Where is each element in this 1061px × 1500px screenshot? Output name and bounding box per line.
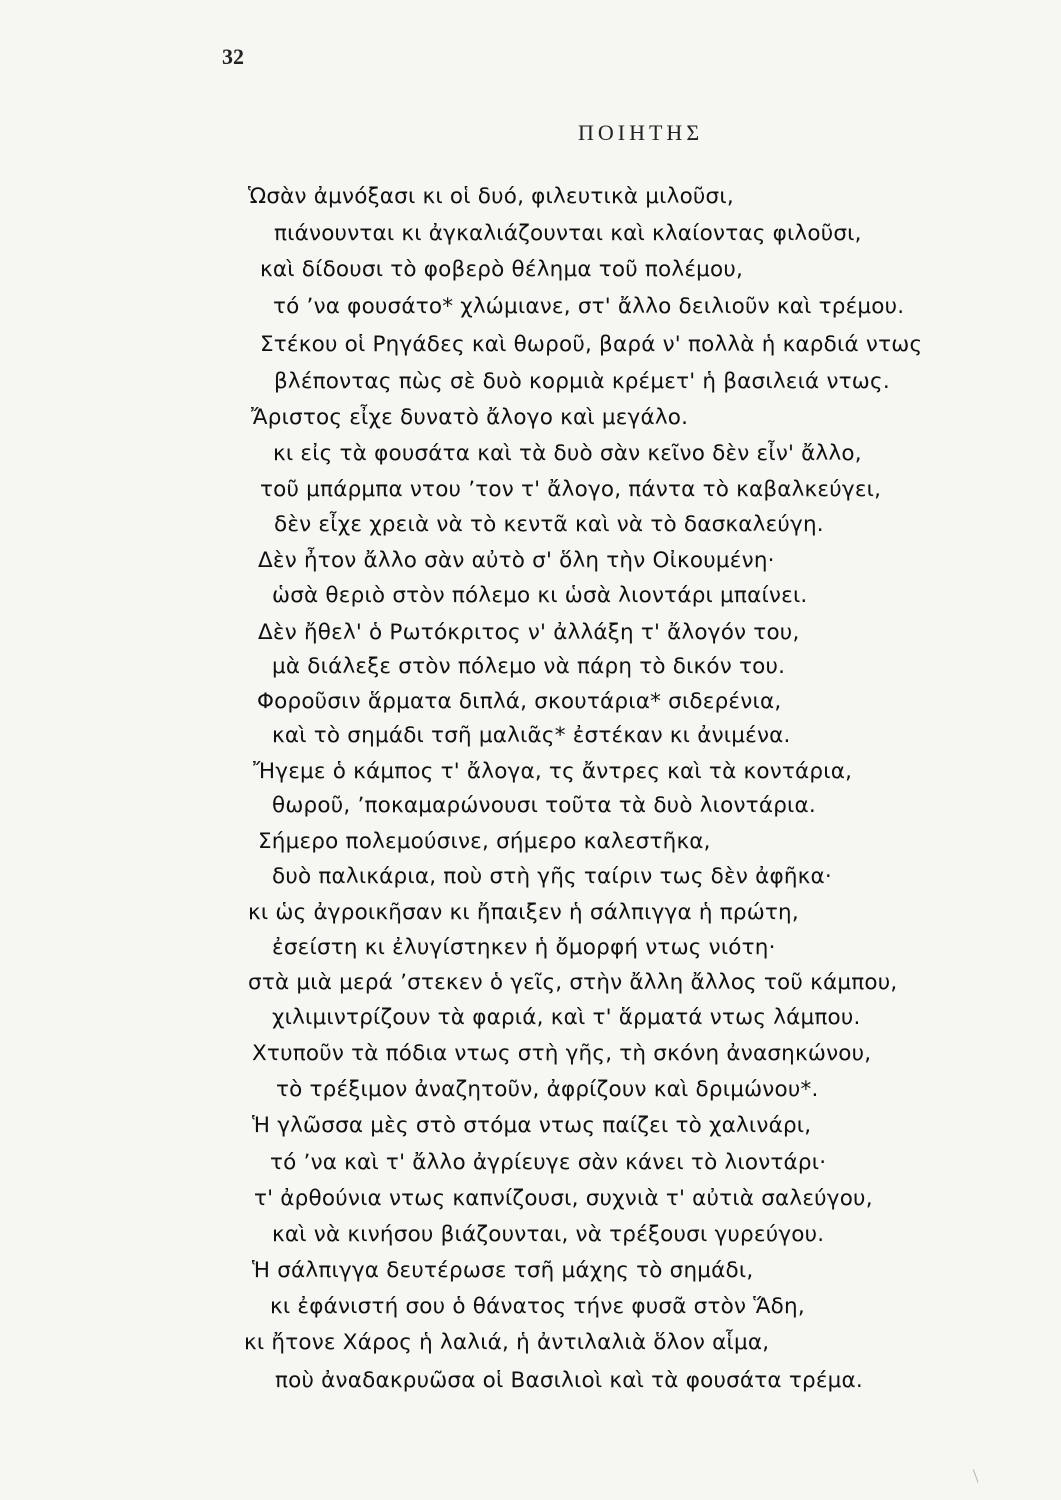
poem-line: δυὸ παλικάρια, ποὺ στὴ γῆς ταίριν τως δὲν ἀφῆκα· xyxy=(272,864,832,889)
poem-line: θωροῦ, ʼποκαμαρώνουσι τοῦτα τὰ δυὸ λιοντάρια. xyxy=(272,793,816,818)
poem-line: Ἤγεμε ὁ κάμπος τ' ἄλογα, τς ἄντρες καὶ τὰ κοντάρια, xyxy=(253,759,853,784)
poem-line: στὰ μιὰ μερά ʼστεκεν ὁ γεῖς, στὴν ἄλλη ἄλλος τοῦ κάμπου, xyxy=(248,970,898,995)
poem-line: καὶ νὰ κινήσου βιάζουνται, νὰ τρέξουσι γυρεύγου. xyxy=(272,1222,825,1247)
poem-line: τό ʼνα καὶ τ' ἄλλο ἀγρίευγε σὰν κάνει τὸ λιοντάρι· xyxy=(270,1150,827,1175)
poem-line: πιάνουνται κι ἀγκαλιάζουνται καὶ κλαίοντας φιλοῦσι, xyxy=(274,221,862,246)
poem-line: ὡσὰ θεριὸ στὸν πόλεμο κι ὡσὰ λιοντάρι μπαίνει. xyxy=(272,583,808,608)
poem-line: Σήμερο πολεμούσινε, σήμερο καλεστῆκα, xyxy=(258,829,711,854)
poem-line: μὰ διάλεξε στὸν πόλεμο νὰ πάρη τὸ δικόν του. xyxy=(272,654,786,679)
poem-line: ἐσείστη κι ἐλυγίστηκεν ἡ ὄμορφή ντως νιότη· xyxy=(272,935,776,960)
poem-line: κι ἐφάνιστή σου ὁ θάνατος τήνε φυσᾶ στὸν Ἅδη, xyxy=(270,1294,805,1319)
poem-line: Φοροῦσιν ἅρματα διπλά, σκουτάρια* σιδερένια, xyxy=(257,689,782,714)
poem-line: Δὲν ἤθελ' ὁ Ρωτόκριτος ν' ἀλλάξη τ' ἄλογόν του, xyxy=(258,620,800,645)
poem-line: τοῦ μπάρμπα ντου ʼτον τ' ἄλογο, πάντα τὸ καβαλκεύγει, xyxy=(260,477,882,502)
poem-line: Ἡ σάλπιγγα δευτέρωσε τσῆ μάχης τὸ σημάδι, xyxy=(252,1258,754,1283)
poem-line: Ἡ γλῶσσα μὲς στὸ στόμα ντως παίζει τὸ χαλινάρι, xyxy=(252,1113,812,1138)
poem-line: χιλιμιντρίζουν τὰ φαριά, καὶ τ' ἅρματά ντως λάμπου. xyxy=(272,1005,861,1030)
poem-line: τό ʼνα φουσάτο* χλώμιανε, στ' ἄλλο δειλιοῦν καὶ τρέμου. xyxy=(273,294,905,319)
poem-line: Ἄριστος εἶχε δυνατὸ ἄλογο καὶ μεγάλο. xyxy=(251,405,689,430)
page-title: ΠΟΙΗΤΗΣ xyxy=(578,120,704,145)
poem-line: καὶ δίδουσι τὸ φοβερὸ θέλημα τοῦ πολέμου, xyxy=(260,257,744,282)
page-number: 32 xyxy=(222,44,244,69)
poem-line: τὸ τρέξιμον ἀναζητοῦν, ἀφρίζουν καὶ δριμώνου*. xyxy=(276,1077,819,1102)
poem-line: ποὺ ἀναδακρυῶσα οἱ Βασιλιοὶ καὶ τὰ φουσάτα τρέμα. xyxy=(275,1368,863,1393)
poem-line: δὲν εἶχε χρειὰ νὰ τὸ κεντᾶ καὶ νὰ τὸ δασκαλεύγη. xyxy=(274,512,824,537)
poem-line: βλέποντας πὼς σὲ δυὸ κορμιὰ κρέμετ' ἡ βασιλειά ντως. xyxy=(274,369,890,394)
poem-line: Στέκου οἱ Ρηγάδες καὶ θωροῦ, βαρά ν' πολλὰ ἡ καρδιά ντως xyxy=(260,332,923,357)
poem-line: κι ὡς ἀγροικῆσαν κι ἤπαιξεν ἡ σάλπιγγα ἡ πρώτη, xyxy=(248,900,799,925)
poem-line: τ' ἀρθούνια ντως καπνίζουσι, συχνιὰ τ' αὐτιὰ σαλεύγου, xyxy=(254,1186,873,1211)
poem-line: κι ἤτονε Χάρος ἡ λαλιά, ἡ ἀντιλαλιὰ ὅλον αἷμα, xyxy=(244,1330,770,1355)
poem-line: κι εἰς τὰ φουσάτα καὶ τὰ δυὸ σὰν κεῖνο δὲν εἶν' ἄλλο, xyxy=(273,441,862,466)
poem-line: Ὡσὰν ἀμνόξασι κι οἱ δυό, φιλευτικὰ μιλοῦσι, xyxy=(248,184,734,209)
poem-line: καὶ τὸ σημάδι τσῆ μαλιᾶς* ἐστέκαν κι ἀνιμένα. xyxy=(272,723,791,748)
poem-line: Χτυποῦν τὰ πόδια ντως στὴ γῆς, τὴ σκόνη ἀνασηκώνου, xyxy=(252,1041,872,1066)
poem-line: Δὲν ἦτον ἄλλο σὰν αὐτὸ σ' ὅλη τὴν Οἰκουμένη· xyxy=(258,548,775,573)
